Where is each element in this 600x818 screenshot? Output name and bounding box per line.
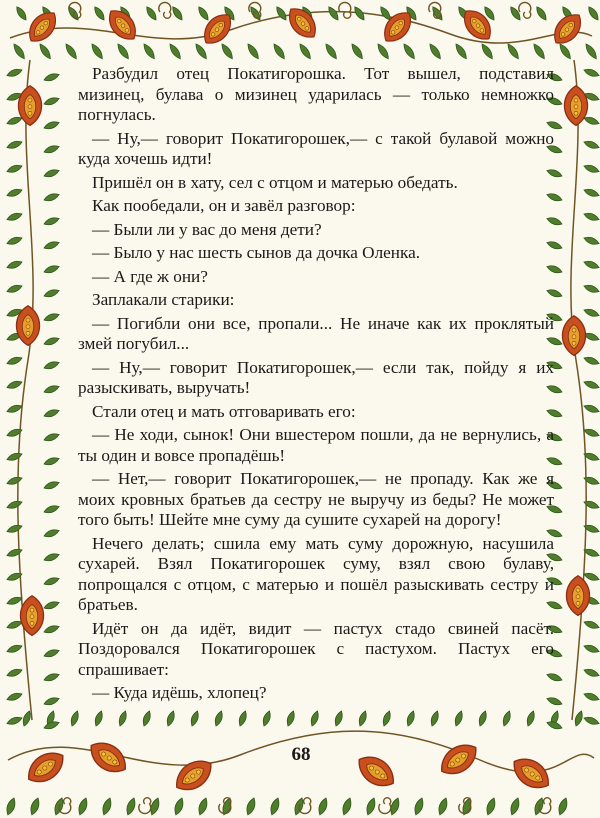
leaf-icon <box>5 797 18 816</box>
leaf-icon <box>6 667 23 678</box>
dot-icon <box>574 105 578 109</box>
leaf-icon <box>405 710 416 727</box>
leaf-icon <box>6 691 23 702</box>
dot-icon <box>26 325 30 329</box>
leaf-icon <box>557 797 570 816</box>
leaf-icon <box>189 710 200 727</box>
vine-curl-icon <box>519 2 531 18</box>
leaf-icon <box>274 5 288 22</box>
leaf-icon <box>430 5 444 22</box>
dot-icon <box>572 341 576 345</box>
leaf-icon <box>298 42 313 60</box>
leaf-icon <box>583 571 600 582</box>
paragraph: Идёт он да идёт, видит — пастух стадо свиней пасёт. Поздоровался Покатигорошек с пастухом. Пастух его спрашивает: <box>78 618 554 679</box>
leaf-icon <box>246 42 261 60</box>
leaf-icon <box>6 475 23 486</box>
leaf-icon <box>6 211 23 222</box>
leaf-icon <box>43 648 60 659</box>
leaf-icon <box>333 710 344 727</box>
leaf-icon <box>402 42 417 60</box>
leaf-icon <box>6 283 23 294</box>
leaf-icon <box>43 288 60 299</box>
leaf-icon <box>43 312 60 323</box>
leaf-icon <box>357 710 368 727</box>
leaf-icon <box>583 379 600 390</box>
leaf-icon <box>428 42 443 60</box>
leaf-icon <box>92 5 106 22</box>
leaf-icon <box>317 797 330 816</box>
paragraph: Стали отец и мать отговаривать его: <box>92 401 356 421</box>
leaf-icon <box>269 797 282 816</box>
leaf-icon <box>583 619 600 630</box>
leaf-icon <box>43 168 60 179</box>
leaf-icon <box>508 5 522 22</box>
leaf-icon <box>509 797 522 816</box>
leaf-icon <box>43 432 60 443</box>
leaf-icon <box>6 187 23 198</box>
leaf-icon <box>43 192 60 203</box>
leaf-icon <box>453 710 464 727</box>
leaf-icon <box>583 715 600 726</box>
leaf-icon <box>29 797 42 816</box>
leaf-icon <box>43 144 60 155</box>
dot-icon <box>28 98 32 102</box>
leaf-icon <box>6 163 23 174</box>
leaf-icon <box>197 797 210 816</box>
leaf-icon <box>6 547 23 558</box>
leaf-icon <box>14 5 28 22</box>
leaf-icon <box>117 710 128 727</box>
leaf-icon <box>213 710 224 727</box>
leaf-icon <box>43 456 60 467</box>
paragraph: Нечего делать; сшила ему мать суму дорожную, насушила сухарей. Взял Покатигорошек суму, взял свою булаву, попрощался с отцом, с матерью и пошёл разыскивать сестру и братьев. <box>78 533 554 614</box>
dot-icon <box>574 111 578 115</box>
leaf-icon <box>43 624 60 635</box>
leaf-icon <box>272 42 287 60</box>
leaf-icon <box>38 42 53 60</box>
leaf-icon <box>43 528 60 539</box>
leaf-icon <box>586 5 600 22</box>
leaf-icon <box>6 67 23 78</box>
paragraph: — Ну,— говорит Покатигорошек,— с такой булавой можно куда хочешь идти! <box>78 128 554 168</box>
leaf-icon <box>69 710 80 727</box>
dot-icon <box>576 601 580 605</box>
leaf-icon <box>90 42 105 60</box>
leaf-icon <box>43 576 60 587</box>
vine <box>571 60 586 720</box>
leaf-icon <box>506 42 521 60</box>
paragraph: Разбудил отец Покатигорошка. Тот вышел, подставил мизинец, булава о мизинец ударилась — только немножко погнулась. <box>78 64 554 124</box>
leaf-icon <box>413 797 426 816</box>
leaf-icon <box>144 5 158 22</box>
leaf-icon <box>170 5 184 22</box>
leaf-icon <box>583 427 600 438</box>
leaf-icon <box>583 403 600 414</box>
leaf-icon <box>583 643 600 654</box>
leaf-icon <box>583 139 600 150</box>
leaf-icon <box>43 552 60 563</box>
leaf-icon <box>573 710 584 727</box>
paragraph: — Было у нас шесть сынов да дочка Оленка. <box>92 243 421 262</box>
leaf-icon <box>583 187 600 198</box>
leaf-icon <box>583 691 600 702</box>
leaf-icon <box>141 710 152 727</box>
leaf-icon <box>501 710 512 727</box>
leaf-icon <box>43 216 60 227</box>
leaf-icon <box>6 451 23 462</box>
leaf-icon <box>12 42 27 60</box>
vine-curl-icon <box>379 798 391 814</box>
leaf-icon <box>381 710 392 727</box>
dot-icon <box>30 621 34 625</box>
leaf-icon <box>583 211 600 222</box>
leaf-icon <box>6 403 23 414</box>
leaf-icon <box>43 360 60 371</box>
leaf-icon <box>77 797 90 816</box>
leaf-icon <box>43 72 60 83</box>
leaf-icon <box>43 672 60 683</box>
leaf-icon <box>43 408 60 419</box>
dot-icon <box>574 98 578 102</box>
leaf-icon <box>6 499 23 510</box>
paragraph: Пришёл он в хату, сел с отцом и матерью обедать. <box>92 172 458 192</box>
dot-icon <box>26 318 30 322</box>
dot-icon <box>28 105 32 109</box>
leaf-icon <box>309 710 320 727</box>
leaf-icon <box>285 710 296 727</box>
leaf-icon <box>43 336 60 347</box>
leaf-icon <box>437 797 450 816</box>
leaf-icon <box>93 710 104 727</box>
leaf-icon <box>534 5 548 22</box>
leaf-icon <box>43 240 60 251</box>
leaf-icon <box>365 797 378 816</box>
dot-icon <box>576 595 580 599</box>
dot-icon <box>28 111 32 115</box>
leaf-icon <box>6 379 23 390</box>
leaf-icon <box>6 355 23 366</box>
leaf-icon <box>583 355 600 366</box>
leaf-icon <box>101 797 114 816</box>
vine-curl-icon <box>339 2 351 18</box>
dot-icon <box>572 335 576 339</box>
leaf-icon <box>194 42 209 60</box>
paragraph: Как пообедали, он и завёл разговор: <box>92 196 356 215</box>
leaf-icon <box>525 710 536 727</box>
leaf-icon <box>558 42 573 60</box>
leaf-icon <box>6 523 23 534</box>
vine-curl-icon <box>159 2 171 18</box>
leaf-icon <box>6 139 23 150</box>
leaf-icon <box>43 384 60 395</box>
leaf-icon <box>116 42 131 60</box>
leaf-icon <box>43 504 60 515</box>
leaf-icon <box>477 710 488 727</box>
leaf-icon <box>583 283 600 294</box>
leaf-icon <box>532 42 547 60</box>
paragraph: Заплакали старики: <box>92 290 235 309</box>
leaf-icon <box>583 67 600 78</box>
paragraph: — Ну,— говорит Покатигорошек,— если так, пойду я их разыскивать, выручать! <box>78 357 554 397</box>
leaf-icon <box>429 710 440 727</box>
leaf-icon <box>584 42 599 60</box>
paragraph: — Погибли они все, пропали... Не иначе как их проклятый змей погубил... <box>78 313 554 353</box>
leaf-icon <box>43 480 60 491</box>
page-number: 68 <box>291 744 311 765</box>
leaf-icon <box>125 797 138 816</box>
leaf-icon <box>6 595 23 606</box>
paragraph: — Нет,— говорит Покатигорошек,— не пропаду. Как же я моих кровных братьев да сестру не выручу из беды? Не может того быть! Шейте мне суму да сушите сухарей на дорогу! <box>78 469 554 529</box>
leaf-icon <box>168 42 183 60</box>
vine-curl-icon <box>139 798 151 814</box>
leaf-icon <box>6 259 23 270</box>
leaf-icon <box>485 797 498 816</box>
leaf-icon <box>583 259 600 270</box>
dot-icon <box>26 331 30 335</box>
leaf-icon <box>583 235 600 246</box>
paragraph: — Куда идёшь, хлопец? <box>92 683 267 702</box>
leaf-icon <box>583 307 600 318</box>
leaf-icon <box>220 42 235 60</box>
leaf-icon <box>173 797 186 816</box>
leaf-icon <box>64 42 79 60</box>
leaf-icon <box>261 710 272 727</box>
dot-icon <box>30 608 34 612</box>
leaf-icon <box>196 5 210 22</box>
leaf-icon <box>142 42 157 60</box>
leaf-icon <box>43 696 60 707</box>
leaf-icon <box>6 235 23 246</box>
leaf-icon <box>43 120 60 131</box>
leaf-icon <box>245 797 258 816</box>
leaf-icon <box>43 600 60 611</box>
dot-icon <box>30 615 34 619</box>
leaf-icon <box>324 42 339 60</box>
leaf-icon <box>454 42 469 60</box>
leaf-icon <box>583 667 600 678</box>
story-text <box>78 64 554 704</box>
leaf-icon <box>350 42 365 60</box>
paragraph: — Были ли у вас до меня дети? <box>92 219 322 239</box>
leaf-icon <box>6 715 23 726</box>
leaf-icon <box>341 797 354 816</box>
dot-icon <box>572 328 576 332</box>
leaf-icon <box>376 42 391 60</box>
leaf-icon <box>165 710 176 727</box>
paragraph: — Не ходи, сынок! Они вшестером пошли, да не вернулись, а ты один и вовсе пропадёшь! <box>78 425 554 465</box>
leaf-icon <box>237 710 248 727</box>
leaf-icon <box>43 96 60 107</box>
leaf-icon <box>583 163 600 174</box>
paragraph: — А где ж они? <box>92 266 208 286</box>
leaf-icon <box>480 42 495 60</box>
leaf-icon <box>6 643 23 654</box>
dot-icon <box>576 588 580 592</box>
leaf-icon <box>43 264 60 275</box>
